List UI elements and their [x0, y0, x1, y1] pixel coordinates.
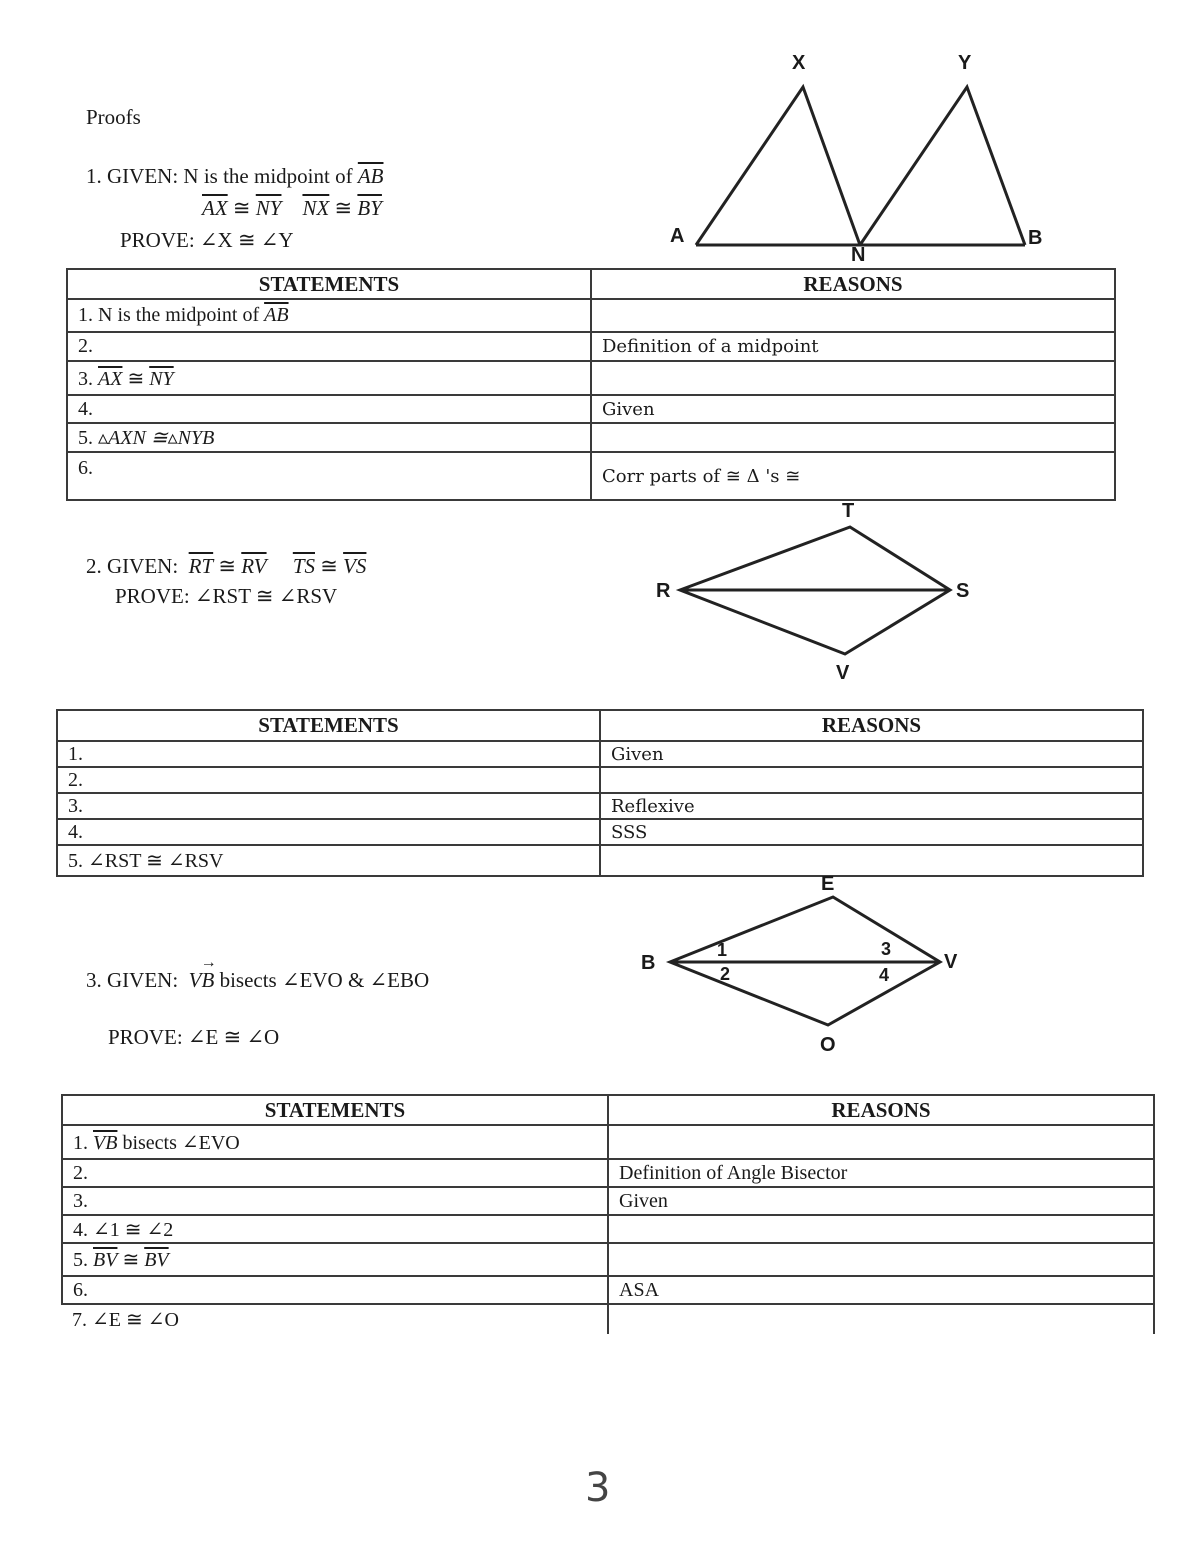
- row-number: 6.: [73, 1278, 88, 1301]
- row-number: 2.: [73, 1161, 88, 1184]
- statement-cell[interactable]: [57, 741, 600, 767]
- statement-text: bisects ∠EVO: [117, 1131, 240, 1154]
- congruent-symbol: ≅: [320, 554, 338, 578]
- statements-header: STATEMENTS: [62, 1095, 608, 1125]
- proof2-table: [56, 709, 1144, 877]
- statement-text: ∠E ≅ ∠O: [92, 1309, 179, 1331]
- angle-label-2: 2: [720, 964, 731, 984]
- statement-text: ▵AXN ≅▵NYB: [98, 427, 215, 449]
- reason-cell[interactable]: ASA: [608, 1276, 1154, 1304]
- ray-vb: [188, 954, 217, 992]
- angle-label-4: 4: [879, 965, 890, 985]
- reason-cell[interactable]: Reflexive: [600, 793, 1143, 819]
- statement-cell[interactable]: [62, 1243, 608, 1276]
- reason-cell[interactable]: [591, 299, 1115, 332]
- statement-cell[interactable]: [67, 299, 591, 332]
- segment: $\overline{AX}$: [202, 196, 228, 220]
- statement-cell[interactable]: [57, 767, 600, 793]
- statement-cell[interactable]: [57, 819, 600, 845]
- label-y: Y: [958, 52, 972, 74]
- label-b: B: [641, 952, 656, 974]
- statements-header: STATEMENTS: [67, 269, 591, 299]
- ray-arrow-icon: →: [200, 954, 217, 971]
- row-number: 1.: [68, 742, 83, 765]
- page-number: 3: [585, 1465, 611, 1511]
- reason-cell[interactable]: Corr parts of ≅ Δ 's ≅: [591, 452, 1115, 500]
- statement-cell[interactable]: [62, 1304, 608, 1334]
- statement-cell[interactable]: [57, 793, 600, 819]
- segment: $\overline{NY}$: [255, 196, 282, 220]
- reasons-header: REASONS: [591, 269, 1115, 299]
- statements-header: STATEMENTS: [57, 710, 600, 741]
- row-number: 7.: [72, 1309, 87, 1331]
- page-heading: Proofs: [86, 105, 141, 129]
- proof1-figure: [660, 40, 1060, 270]
- proof2-given-label: 2. GIVEN:: [86, 554, 179, 578]
- proof1-prove: PROVE: ∠X ≅ ∠Y: [120, 228, 294, 252]
- reason-cell[interactable]: [591, 423, 1115, 452]
- proof2-prove: PROVE: ∠RST ≅ ∠RSV: [115, 584, 338, 608]
- proof3-table: [61, 1094, 1155, 1334]
- segment: $\overline{TS}$: [292, 554, 315, 578]
- statement-cell[interactable]: [62, 1159, 608, 1187]
- reason-cell[interactable]: [608, 1243, 1154, 1276]
- statement-cell[interactable]: [57, 845, 600, 876]
- statement-cell[interactable]: [67, 395, 591, 423]
- proof1-table: [66, 268, 1116, 501]
- label-a: A: [670, 225, 685, 247]
- proof2-given: [86, 554, 366, 579]
- segment: $\overline{AX}$: [98, 367, 123, 390]
- row-number: 3.: [68, 794, 83, 817]
- row-number: 1.: [78, 304, 93, 326]
- reason-cell[interactable]: Given: [591, 395, 1115, 423]
- reason-cell[interactable]: [608, 1215, 1154, 1243]
- label-b: B: [1028, 227, 1043, 249]
- ray-label: VB: [188, 968, 215, 992]
- row-number: 4.: [78, 397, 93, 420]
- label-e: E: [821, 873, 835, 895]
- segment: $\overline{NY}$: [149, 367, 174, 390]
- reason-cell[interactable]: Given: [600, 741, 1143, 767]
- row-number: 6.: [78, 457, 93, 479]
- statement-cell[interactable]: [62, 1276, 608, 1304]
- row-number: 5.: [73, 1249, 88, 1271]
- segment: $\overline{BY}$: [357, 196, 382, 220]
- row-number: 1.: [73, 1131, 88, 1154]
- segment: $\overline{VS}$: [343, 554, 367, 578]
- proof1-given-line1: [86, 164, 383, 189]
- segment: $\overline{BV}$: [144, 1249, 169, 1271]
- proof1-given-segment: $\overline{AB}$: [357, 164, 384, 188]
- proof1-given-line2: [202, 196, 382, 221]
- proof3-given: [86, 954, 430, 993]
- reason-cell[interactable]: SSS: [600, 819, 1143, 845]
- label-r: R: [656, 580, 671, 602]
- segment: $\overline{RV}$: [241, 554, 267, 578]
- angle-label-3: 3: [881, 939, 892, 959]
- label-o: O: [820, 1034, 836, 1056]
- proof1-given-label: 1. GIVEN:: [86, 164, 179, 188]
- label-n: N: [851, 244, 866, 266]
- statement-cell[interactable]: [67, 452, 591, 500]
- label-x: X: [792, 52, 806, 74]
- segment: $\overline{BV}$: [93, 1249, 118, 1271]
- reasons-header: REASONS: [608, 1095, 1154, 1125]
- congruent-symbol: ≅: [127, 367, 145, 390]
- segment: $\overline{AB}$: [264, 304, 289, 326]
- label-t: T: [842, 500, 855, 522]
- proof3-given-text: bisects ∠EVO & ∠EBO: [214, 968, 430, 992]
- triangle-nyb: [860, 87, 1025, 245]
- statement-text: N is the midpoint of: [98, 304, 260, 326]
- reason-cell[interactable]: Definition of Angle Bisector: [608, 1159, 1154, 1187]
- row-number: 4.: [73, 1218, 88, 1241]
- reason-cell[interactable]: [600, 767, 1143, 793]
- row-number: 4.: [68, 820, 83, 843]
- segment: $\overline{VB}$: [93, 1131, 118, 1154]
- proof1-given-text: N is the midpoint of: [183, 164, 358, 188]
- congruent-symbol: ≅: [122, 1249, 140, 1271]
- proof2-figure: [660, 500, 980, 680]
- angle-label-1: 1: [717, 940, 728, 960]
- statement-cell[interactable]: [62, 1125, 608, 1159]
- congruent-symbol: ≅: [218, 554, 237, 578]
- row-number: 2.: [68, 768, 83, 791]
- statement-text: ∠1 ≅ ∠2: [93, 1218, 174, 1241]
- label-v: V: [836, 662, 850, 684]
- statement-cell[interactable]: [67, 332, 591, 361]
- statement-cell[interactable]: [67, 423, 591, 452]
- label-s: S: [956, 580, 970, 602]
- row-number: 2.: [78, 335, 93, 357]
- row-number: 5.: [78, 427, 93, 449]
- reason-cell[interactable]: Definition of a midpoint: [591, 332, 1115, 361]
- row-number: 5.: [68, 850, 83, 872]
- statement-cell[interactable]: [62, 1187, 608, 1215]
- reason-cell[interactable]: [608, 1304, 1154, 1334]
- statement-cell[interactable]: [67, 361, 591, 395]
- statement-text: ∠RST ≅ ∠RSV: [88, 850, 224, 872]
- proof3-figure: [640, 870, 980, 1060]
- proof3-prove: PROVE: ∠E ≅ ∠O: [108, 1025, 280, 1049]
- row-number: 3.: [73, 1189, 88, 1212]
- proof3-given-label: 3. GIVEN:: [86, 968, 179, 992]
- segment: $\overline{RT}$: [188, 554, 214, 578]
- segment: $\overline{NX}$: [302, 196, 330, 220]
- congruent-symbol: ≅: [334, 196, 353, 220]
- reason-cell[interactable]: [608, 1125, 1154, 1159]
- triangle-axn: [696, 87, 860, 245]
- reasons-header: REASONS: [600, 710, 1143, 741]
- congruent-symbol: ≅: [232, 196, 251, 220]
- row-number: 3.: [78, 367, 93, 390]
- label-v: V: [944, 951, 958, 973]
- reason-cell[interactable]: [591, 361, 1115, 395]
- statement-cell[interactable]: [62, 1215, 608, 1243]
- reason-cell[interactable]: Given: [608, 1187, 1154, 1215]
